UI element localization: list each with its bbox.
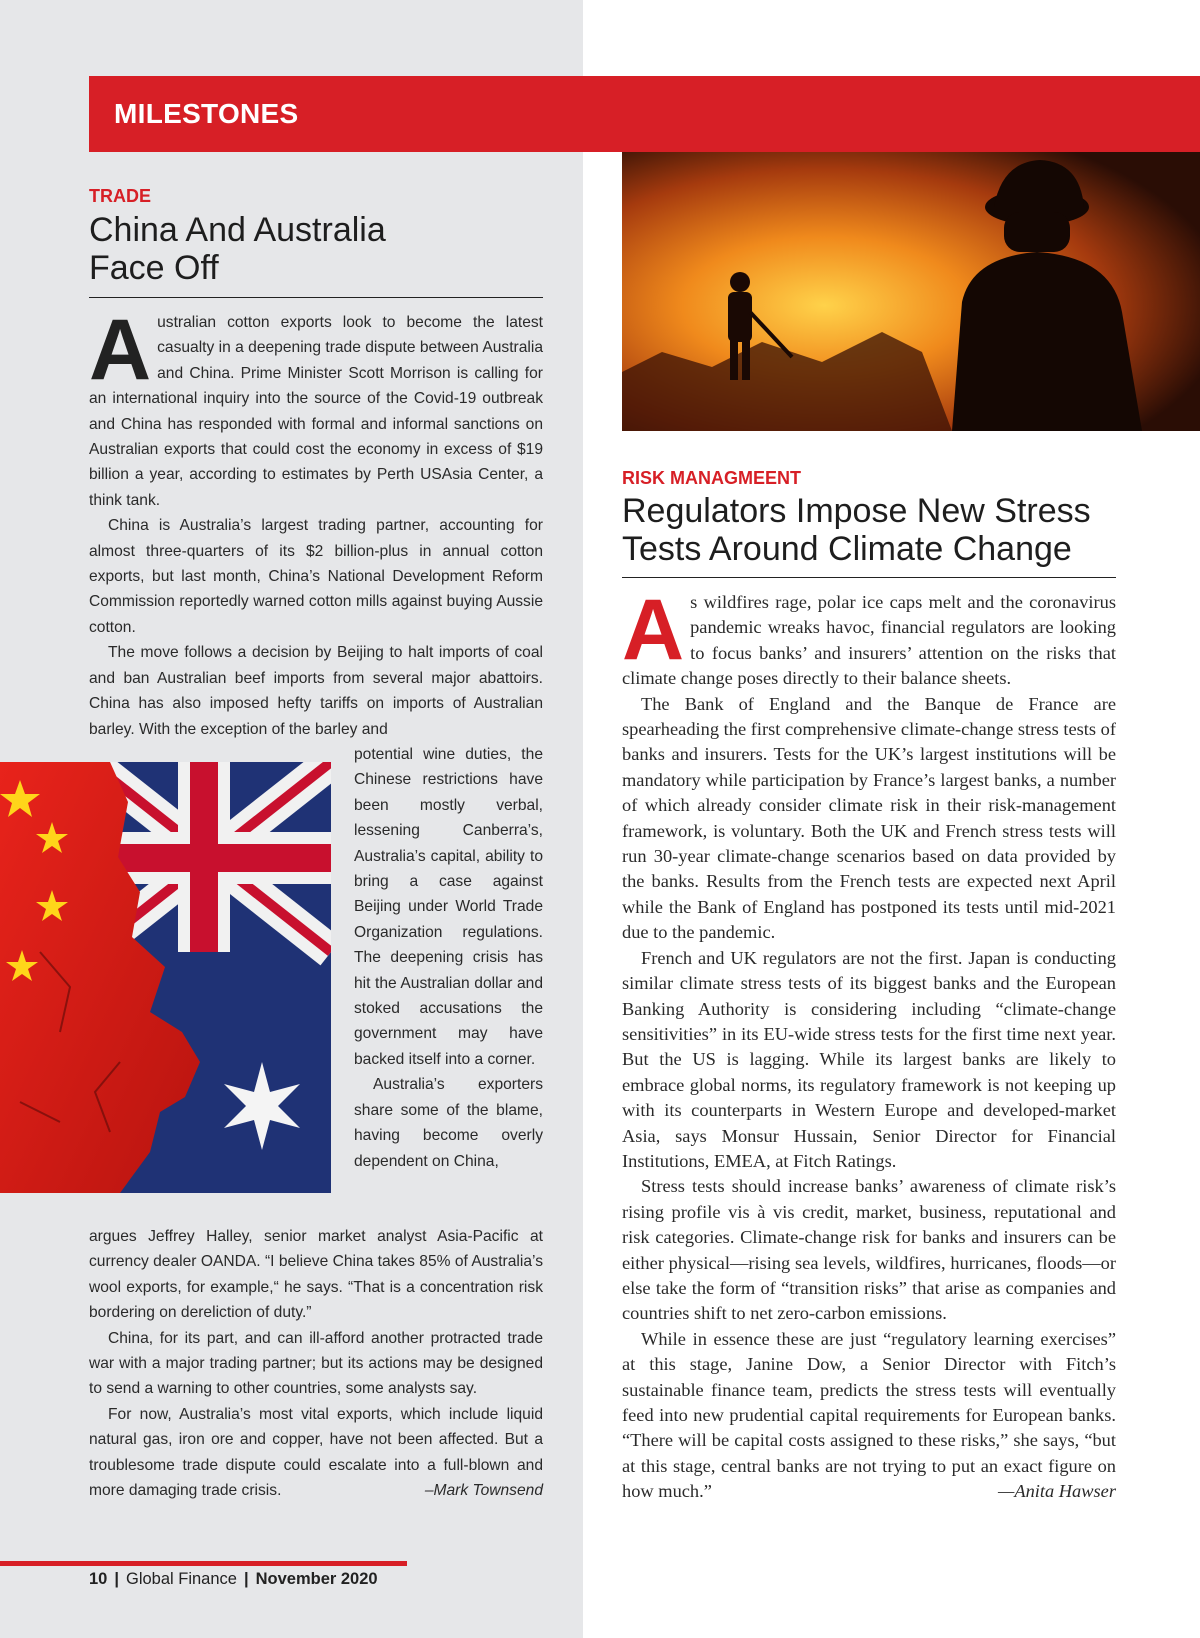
firefighters-wildfire-photo [622, 152, 1200, 431]
page-number: 10 [89, 1570, 108, 1588]
left-headline-line-1: China And Australia [89, 211, 386, 249]
right-article-byline: —Anita Hawser [997, 1481, 1116, 1502]
footer-accent-bar [0, 1561, 407, 1566]
left-paragraph-6: For now, Australia’s most vital exports, which include liquid natural gas, iron ore and copper, have not been affected. But a troublesome trade dispute could escalate into a full-blown and more damaging trade crisis. –Mark Townsend [89, 1402, 543, 1504]
left-paragraph-1: Australian cotton exports look to become the latest casualty in a deepening trade dispute between Australia and China. Prime Minister Scott Morrison is calling for an international inquiry into the source of the Covid-19 outbreak and China has responded with formal and informal sanctions on Australian exports that could cost the economy in excess of $19 billion a year, according to estimates by Perth USAsia Center, a think tank. [89, 302, 543, 509]
right-article-headline [622, 492, 1091, 568]
right-article-body [622, 582, 1116, 1505]
left-headline-line-2: Face Off [89, 249, 219, 287]
right-paragraph-5: While in essence these are just “regulatory learning exercises” at this stage, Janine Dow, a Senior Director with Fitch’s sustainable finance team, predicts the stress tests will eventually feed into new prudential capital requirements for European banks. “There will be capital costs assigned to these risks,” she says, “but at this stage, central banks are not trying to put an exact figure on how much.” —Anita Hawser [622, 1327, 1116, 1505]
left-paragraph-2: China is Australia’s largest trading partner, accounting for almost three-quarters of its $2 billion-plus in annual cotton exports, but last month, China’s National Development Reform Commission reportedly warned cotton mills against buying Aussie cotton. [89, 517, 543, 636]
section-title: MILESTONES [114, 98, 299, 129]
right-paragraph-3: French and UK regulators are not the first. Japan is conducting similar climate stress tests of its biggest banks and the European Banking Authority is considering including “climate-change sensitivities” in its EU-wide stress tests for the first time next year. But the US is lagging. While its largest banks are likely to embrace global norms, its regulatory framework is not keeping up with its counterparts in Western Europe and developed-market Asia, says Monsur Hussain, Senior Director for Financial Institutions, EMEA, at Fitch Ratings. [622, 947, 1116, 1171]
right-paragraph-4: Stress tests should increase banks’ awareness of climate risk’s rising profile vis à vis credit, market, business, reputational and risk categories. Climate-change risk for banks and insurers can be either physical—rising sea levels, wildfires, hurricanes, floods—or else take the form of “transition risks” that arise as companies and countries shift to net zero-carbon emissions. [622, 1176, 1116, 1324]
left-article-body-bottom [89, 1224, 543, 1503]
page-footer: 10 | Global Finance | November 2020 [89, 1570, 378, 1588]
china-australia-flags-photo [0, 762, 331, 1193]
right-headline-line-2: Tests Around Climate Change [622, 530, 1072, 568]
right-article-kicker: RISK MANAGMEENT [622, 468, 801, 488]
section-banner [89, 76, 1200, 152]
left-paragraph-3a: The move follows a decision by Beijing to halt imports of coal and ban Australian beef imports from several major abattoirs. China has also imposed hefty tariffs on imports of Australian barley. With the exception of the barley and [89, 644, 543, 738]
left-paragraph-4a: Australia’s exporters share some of the blame, having become overly dependent on China, [354, 1076, 543, 1170]
left-paragraph-5: China, for its part, and can ill-afford another protracted trade war with a major trading partner; but its actions may be designed to send a warning to other countries, some analysts say. [89, 1329, 543, 1398]
left-headline-rule [89, 297, 543, 298]
left-article-body-wrap [354, 742, 543, 1174]
publication-name: Global Finance [125, 1570, 237, 1588]
right-paragraph-1: As wildfires rage, polar ice caps melt and the coronavirus pandemic wreaks havoc, financial regulators are looking to focus banks’ and insurers’ attention on the risks that climate change poses directly to their balance sheets. [622, 582, 1116, 689]
left-paragraph-4b: argues Jeffrey Halley, senior market analyst Asia-Pacific at currency dealer OANDA. “I believe China takes 85% of Australia’s wool exports, for example,“ he says. “That is a concentration risk bordering on dereliction of duty.” [89, 1228, 543, 1322]
issue-date: November 2020 [255, 1570, 378, 1588]
right-paragraph-2: The Bank of England and the Banque de France are spearheading the first comprehensive climate-change stress tests of banks and insurers. Tests for the UK’s largest institutions will be mandatory while participation by France’s largest banks, a number of which already consider climate risk in their risk-management framework, is voluntary. Both the UK and French stress tests will run 30-year climate-change scenarios based on data provided by the banks. Results from the French tests are expected next April while the Bank of England has postponed its tests until mid-2021 due to the pandemic. [622, 693, 1116, 943]
left-article-headline [89, 211, 386, 287]
right-headline-rule [622, 577, 1116, 578]
left-article-byline: –Mark Townsend [424, 1482, 543, 1500]
left-drop-cap: A [89, 302, 152, 398]
left-paragraph-3b: potential wine duties, the Chinese restrictions have been mostly verbal, lessening Canberra’s, Australia’s capital, ability to bring a case against Beijing under World Trade Organization regulations. The deepening crisis has hit the Australian dollar and stoked accusations the government may have backed itself into a corner. [354, 746, 543, 1068]
right-drop-cap: A [622, 582, 685, 678]
left-article-body-top [89, 302, 543, 742]
right-headline-line-1: Regulators Impose New Stress [622, 492, 1091, 530]
left-article-kicker: TRADE [89, 186, 151, 206]
